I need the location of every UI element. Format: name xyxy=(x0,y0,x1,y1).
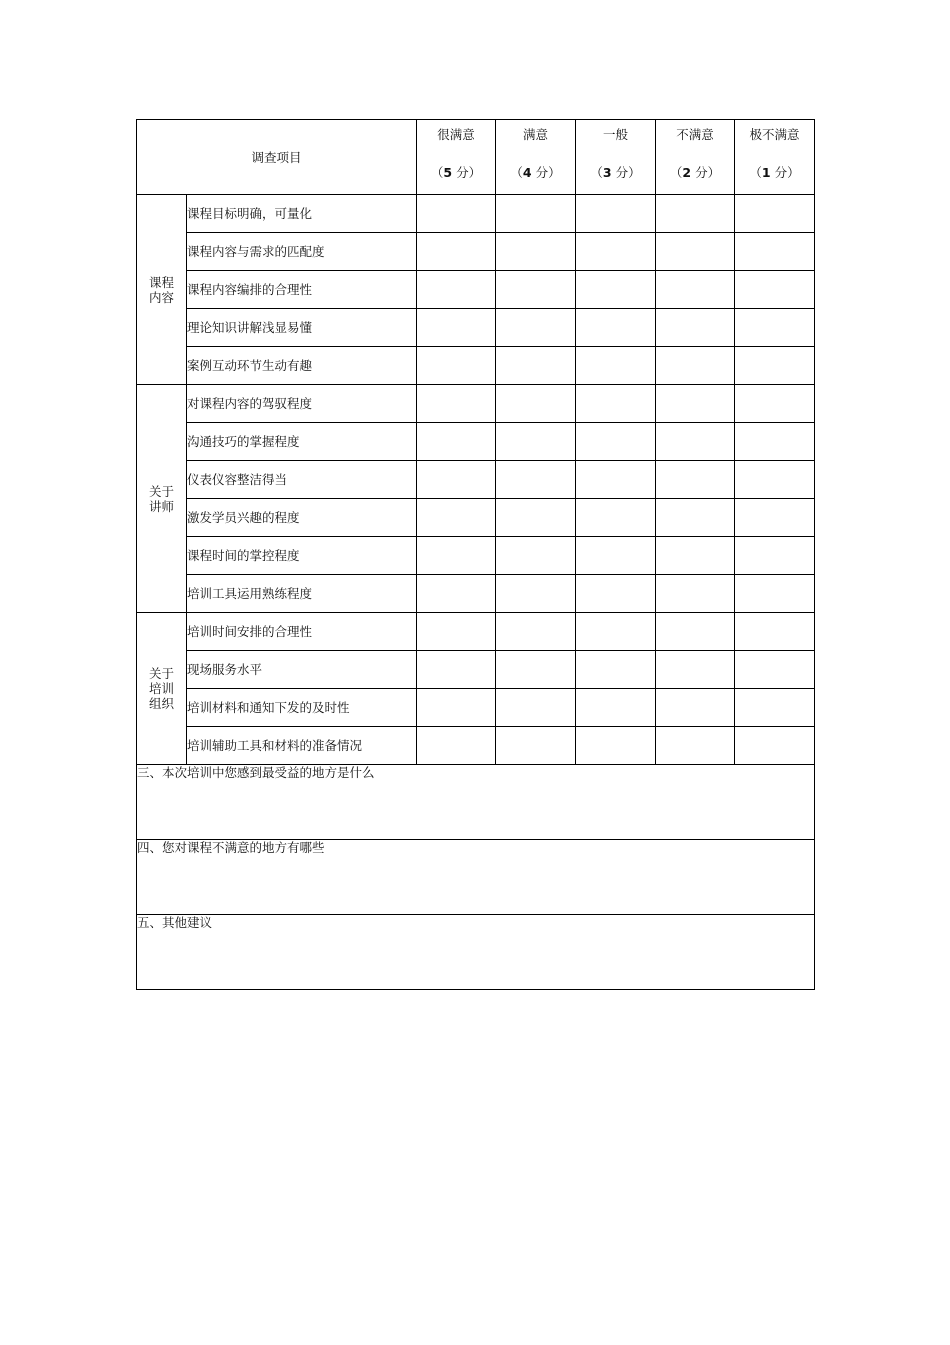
rating-score: （5 分） xyxy=(430,165,482,180)
question-label: 对课程内容的驾驭程度 xyxy=(187,385,417,423)
rating-header xyxy=(656,120,735,195)
rating-cell[interactable] xyxy=(735,499,815,537)
rating-cell[interactable] xyxy=(656,195,735,233)
rating-cell[interactable] xyxy=(735,233,815,271)
rating-cell[interactable] xyxy=(576,233,656,271)
question-row xyxy=(137,575,815,613)
category-line: 关于 xyxy=(148,483,174,499)
rating-cell[interactable] xyxy=(417,689,496,727)
rating-cell[interactable] xyxy=(496,689,576,727)
rating-header xyxy=(496,120,576,195)
rating-cell[interactable] xyxy=(496,233,576,271)
rating-cell[interactable] xyxy=(656,309,735,347)
rating-cell[interactable] xyxy=(656,385,735,423)
rating-cell[interactable] xyxy=(417,309,496,347)
question-label: 仪表仪容整洁得当 xyxy=(187,461,417,499)
question-label: 案例互动环节生动有趣 xyxy=(187,347,417,385)
rating-cell[interactable] xyxy=(496,499,576,537)
rating-cell[interactable] xyxy=(496,195,576,233)
survey-table xyxy=(136,119,815,990)
rating-cell[interactable] xyxy=(576,727,656,765)
question-row xyxy=(137,195,815,233)
question-row xyxy=(137,271,815,309)
rating-score: （3 分） xyxy=(590,165,641,180)
rating-name: 一般 xyxy=(603,127,629,142)
rating-name: 满意 xyxy=(523,127,549,142)
rating-cell[interactable] xyxy=(496,727,576,765)
rating-cell[interactable] xyxy=(735,271,815,309)
rating-cell[interactable] xyxy=(417,195,496,233)
rating-header xyxy=(576,120,656,195)
rating-cell[interactable] xyxy=(496,613,576,651)
rating-cell[interactable] xyxy=(576,309,656,347)
rating-cell[interactable] xyxy=(576,385,656,423)
rating-cell[interactable] xyxy=(656,423,735,461)
category-line: 课程 xyxy=(148,274,174,290)
rating-cell[interactable] xyxy=(576,461,656,499)
open-question-field[interactable] xyxy=(137,765,815,840)
rating-name: 极不满意 xyxy=(749,127,800,142)
category-line: 组织 xyxy=(148,696,174,711)
category-label xyxy=(137,613,187,765)
category-line: 讲师 xyxy=(148,498,174,514)
rating-cell[interactable] xyxy=(735,423,815,461)
rating-cell[interactable] xyxy=(417,233,496,271)
header-row xyxy=(137,120,815,195)
question-row xyxy=(137,537,815,575)
rating-score: （2 分） xyxy=(669,165,721,180)
question-row xyxy=(137,651,815,689)
rating-cell[interactable] xyxy=(656,689,735,727)
question-row xyxy=(137,689,815,727)
rating-cell[interactable] xyxy=(496,461,576,499)
rating-cell[interactable] xyxy=(656,499,735,537)
category-line: 关于 xyxy=(148,666,174,681)
rating-cell[interactable] xyxy=(576,537,656,575)
rating-cell[interactable] xyxy=(735,575,815,613)
rating-cell[interactable] xyxy=(735,689,815,727)
question-label: 课程内容与需求的匹配度 xyxy=(187,233,417,271)
rating-cell[interactable] xyxy=(496,575,576,613)
question-label: 培训辅助工具和材料的准备情况 xyxy=(187,727,417,765)
question-label: 现场服务水平 xyxy=(187,651,417,689)
category-line: 培训 xyxy=(148,681,174,696)
rating-cell[interactable] xyxy=(735,727,815,765)
rating-cell[interactable] xyxy=(735,537,815,575)
question-label: 沟通技巧的掌握程度 xyxy=(187,423,417,461)
rating-cell[interactable] xyxy=(656,575,735,613)
rating-cell[interactable] xyxy=(656,233,735,271)
rating-cell[interactable] xyxy=(656,537,735,575)
question-row xyxy=(137,727,815,765)
question-row xyxy=(137,461,815,499)
rating-cell[interactable] xyxy=(417,499,496,537)
rating-cell[interactable] xyxy=(656,347,735,385)
question-row xyxy=(137,385,815,423)
rating-cell[interactable] xyxy=(576,195,656,233)
rating-cell[interactable] xyxy=(656,651,735,689)
rating-cell[interactable] xyxy=(735,613,815,651)
open-question-label: 三、本次培训中您感到最受益的地方是什么 xyxy=(137,765,375,780)
rating-cell[interactable] xyxy=(417,537,496,575)
rating-cell[interactable] xyxy=(417,461,496,499)
rating-cell[interactable] xyxy=(735,347,815,385)
rating-cell[interactable] xyxy=(576,347,656,385)
category-label xyxy=(137,385,187,613)
rating-cell[interactable] xyxy=(576,271,656,309)
question-row xyxy=(137,233,815,271)
rating-cell[interactable] xyxy=(656,613,735,651)
open-question-row xyxy=(137,840,815,915)
question-row xyxy=(137,499,815,537)
rating-cell[interactable] xyxy=(417,575,496,613)
rating-cell[interactable] xyxy=(496,271,576,309)
rating-cell[interactable] xyxy=(417,347,496,385)
question-label: 课程目标明确，可量化 xyxy=(187,195,417,233)
rating-cell[interactable] xyxy=(576,689,656,727)
open-question-label: 五、其他建议 xyxy=(137,915,213,930)
question-row xyxy=(137,309,815,347)
survey-item-header: 调查项目 xyxy=(137,120,417,195)
rating-cell[interactable] xyxy=(735,385,815,423)
question-label: 理论知识讲解浅显易懂 xyxy=(187,309,417,347)
rating-cell[interactable] xyxy=(417,385,496,423)
rating-cell[interactable] xyxy=(735,651,815,689)
question-row xyxy=(137,613,815,651)
rating-score: （4 分） xyxy=(510,165,561,180)
question-label: 课程时间的掌控程度 xyxy=(187,537,417,575)
rating-cell[interactable] xyxy=(735,195,815,233)
question-row xyxy=(137,423,815,461)
rating-cell[interactable] xyxy=(417,423,496,461)
rating-cell[interactable] xyxy=(735,309,815,347)
rating-cell[interactable] xyxy=(496,423,576,461)
rating-cell[interactable] xyxy=(576,575,656,613)
category-label xyxy=(137,195,187,385)
rating-cell[interactable] xyxy=(496,385,576,423)
open-question-label: 四、您对课程不满意的地方有哪些 xyxy=(137,840,325,855)
rating-name: 很满意 xyxy=(437,127,475,142)
open-question-field[interactable] xyxy=(137,915,815,990)
rating-cell[interactable] xyxy=(417,271,496,309)
rating-cell[interactable] xyxy=(656,461,735,499)
rating-cell[interactable] xyxy=(656,271,735,309)
rating-cell[interactable] xyxy=(417,613,496,651)
question-label: 激发学员兴趣的程度 xyxy=(187,499,417,537)
rating-header xyxy=(735,120,815,195)
rating-cell[interactable] xyxy=(417,727,496,765)
rating-cell[interactable] xyxy=(576,613,656,651)
open-question-field[interactable] xyxy=(137,840,815,915)
rating-cell[interactable] xyxy=(496,347,576,385)
rating-cell[interactable] xyxy=(496,537,576,575)
rating-cell[interactable] xyxy=(496,309,576,347)
rating-cell[interactable] xyxy=(417,651,496,689)
question-label: 培训时间安排的合理性 xyxy=(187,613,417,651)
question-label: 培训材料和通知下发的及时性 xyxy=(187,689,417,727)
rating-header xyxy=(417,120,496,195)
open-question-row xyxy=(137,915,815,990)
rating-cell[interactable] xyxy=(496,651,576,689)
question-label: 培训工具运用熟练程度 xyxy=(187,575,417,613)
rating-name: 不满意 xyxy=(676,127,714,142)
rating-cell[interactable] xyxy=(656,727,735,765)
rating-cell[interactable] xyxy=(576,651,656,689)
rating-cell[interactable] xyxy=(735,461,815,499)
rating-cell[interactable] xyxy=(576,423,656,461)
category-line: 内容 xyxy=(148,289,174,305)
open-question-row xyxy=(137,765,815,840)
question-row xyxy=(137,347,815,385)
rating-cell[interactable] xyxy=(576,499,656,537)
rating-score: （1 分） xyxy=(749,165,800,180)
question-label: 课程内容编排的合理性 xyxy=(187,271,417,309)
